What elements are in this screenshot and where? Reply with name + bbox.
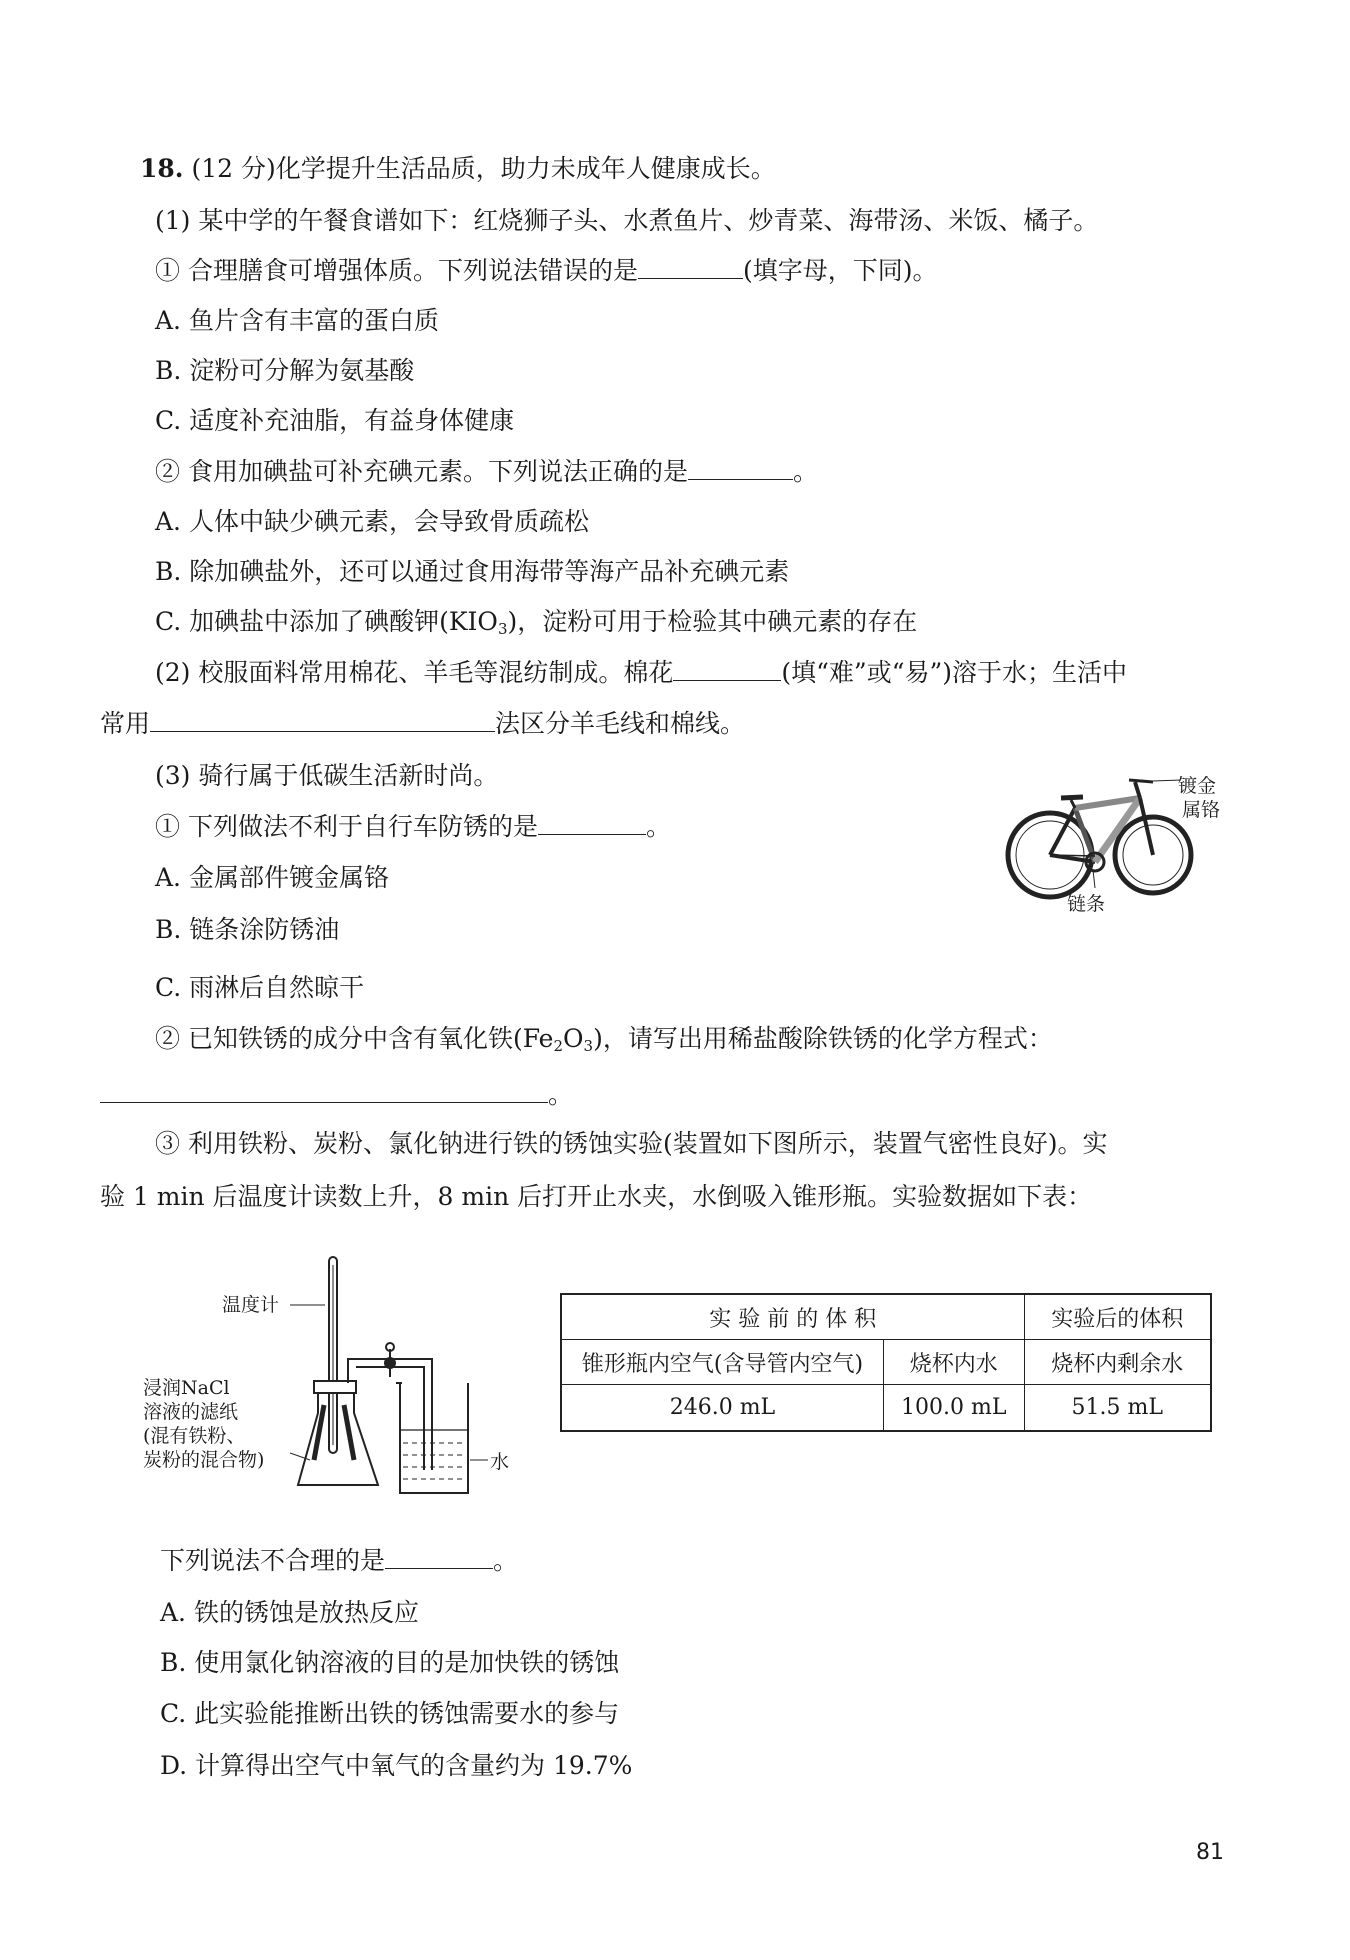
part1-q2-suffix: 。 [792,457,818,486]
part3-q3-text: 下列说法不合理的是 [160,1546,386,1575]
apparatus-diagram [290,1255,500,1500]
label-thermometer: 温度计 [222,1294,280,1316]
page-number: 81 [1196,1840,1224,1865]
part1-intro: (1) 某中学的午餐食谱如下：红烧狮子头、水煮鱼片、炒青菜、海带汤、米饭、橘子。 [155,206,1099,235]
col-beaker-water: 烧杯内水 [883,1340,1024,1385]
part3-q2-text-b: )，请写出用稀盐酸除铁锈的化学方程式： [593,1024,1053,1053]
part2-text-d: 法区分羊毛线和棉线。 [495,709,746,738]
subscript: 3 [583,1037,594,1055]
part3-q2-text: ② 已知铁锈的成分中含有氧化铁(Fe [155,1024,554,1053]
part1-q2-text: ② 食用加碘盐可补充碘元素。下列说法正确的是 [155,457,688,486]
header-after: 实验后的体积 [1024,1294,1211,1340]
option-a: A. 金属部件镀金属铬 [155,863,389,892]
option-c: C. 此实验能推断出铁的锈蚀需要水的参与 [160,1699,620,1728]
cell-flask-air: 246.0 mL [561,1385,883,1432]
option-a: A. 鱼片含有丰富的蛋白质 [155,306,439,335]
part3-q3-suffix: 。 [493,1546,519,1575]
col-flask-air: 锥形瓶内空气(含导管内空气) [561,1340,883,1385]
answer-blank[interactable] [538,810,646,835]
option-b: B. 淀粉可分解为氨基酸 [155,356,415,385]
table-row [561,1385,1211,1432]
subscript: 3 [497,620,508,638]
option-b: B. 除加碘盐外，还可以通过食用海带等海产品补充碘元素 [155,557,790,586]
part3-q1 [155,810,671,844]
answer-blank[interactable] [688,455,793,480]
bike-label-chrome-1: 镀金 [1178,775,1217,797]
part3-q2 [155,1022,1053,1063]
bicycle-image [1005,770,1195,905]
question-number: 18. [140,154,184,183]
part2-line2 [100,707,745,741]
option-c: C. 雨淋后自然晾干 [155,973,365,1002]
part1-q1 [155,254,937,288]
label-water: 水 [490,1451,510,1473]
part3-q3-line1: ③ 利用铁粉、炭粉、氯化钠进行铁的锈蚀实验(装置如下图所示，装置气密性良好)。实 [155,1129,1108,1158]
part1-q1-text: ① 合理膳食可增强体质。下列说法错误的是 [155,256,638,285]
equation-end: 。 [548,1080,574,1109]
answer-blank[interactable] [638,254,743,279]
experiment-table [560,1293,1212,1432]
formula-o: O [563,1024,584,1053]
answer-blank[interactable] [150,707,495,732]
part3-q3-question [160,1544,518,1578]
part3-q3-line2: 验 1 min 后温度计读数上升，8 min 后打开止水夹，水倒吸入锥形瓶。实验数据如下表： [100,1182,1093,1211]
subscript: 2 [553,1037,564,1055]
question-header [140,152,776,186]
option-c-text-end: )，淀粉可用于检验其中碘元素的存在 [507,607,918,636]
part2-text: (2) 校服面料常用棉花、羊毛等混纺制成。棉花 [155,658,674,687]
equation-line [100,1078,573,1112]
option-c: C. 适度补充油脂，有益身体健康 [155,406,515,435]
label-filter-paper-3: (混有铁粉、 [143,1425,246,1447]
answer-blank[interactable] [673,656,781,681]
option-c-text: C. 加碘盐中添加了碘酸钾(KIO [155,607,498,636]
option-a: A. 铁的锈蚀是放热反应 [160,1598,419,1627]
label-filter-paper-4: 炭粉的混合物) [143,1449,265,1471]
part3-q1-suffix: 。 [645,812,671,841]
header-before: 实 验 前 的 体 积 [561,1294,1024,1340]
part3-q1-text: ① 下列做法不利于自行车防锈的是 [155,812,538,841]
label-filter-paper-2: 溶液的滤纸 [143,1401,239,1423]
option-b: B. 链条涂防锈油 [155,915,340,944]
answer-blank[interactable] [385,1544,493,1569]
cell-beaker-water: 100.0 mL [883,1385,1024,1432]
part3-intro: (3) 骑行属于低碳生活新时尚。 [155,761,499,790]
part2-text-b: (填“难”或“易”)溶于水；生活中 [781,658,1128,687]
part1-q2 [155,455,818,489]
bike-label-chrome-2: 属铬 [1182,799,1221,821]
bike-label-chain: 链条 [1067,893,1106,915]
table-row [561,1340,1211,1385]
part2-text-c: 常用 [100,709,151,738]
part2-line1 [155,656,1127,690]
cell-remaining-water: 51.5 mL [1024,1385,1211,1432]
part1-q1-suffix: (填字母，下同)。 [742,256,938,285]
table-row [561,1294,1211,1340]
option-c [155,605,917,646]
answer-blank[interactable] [100,1078,548,1103]
option-b: B. 使用氯化钠溶液的目的是加快铁的锈蚀 [160,1648,620,1677]
label-filter-paper-1: 浸润NaCl [143,1377,230,1399]
option-d: D. 计算得出空气中氧气的含量约为 19.7% [160,1751,633,1780]
col-remaining-water: 烧杯内剩余水 [1024,1340,1211,1385]
option-a: A. 人体中缺少碘元素，会导致骨质疏松 [155,507,589,536]
question-heading: (12 分)化学提升生活品质，助力未成年人健康成长。 [191,154,776,183]
